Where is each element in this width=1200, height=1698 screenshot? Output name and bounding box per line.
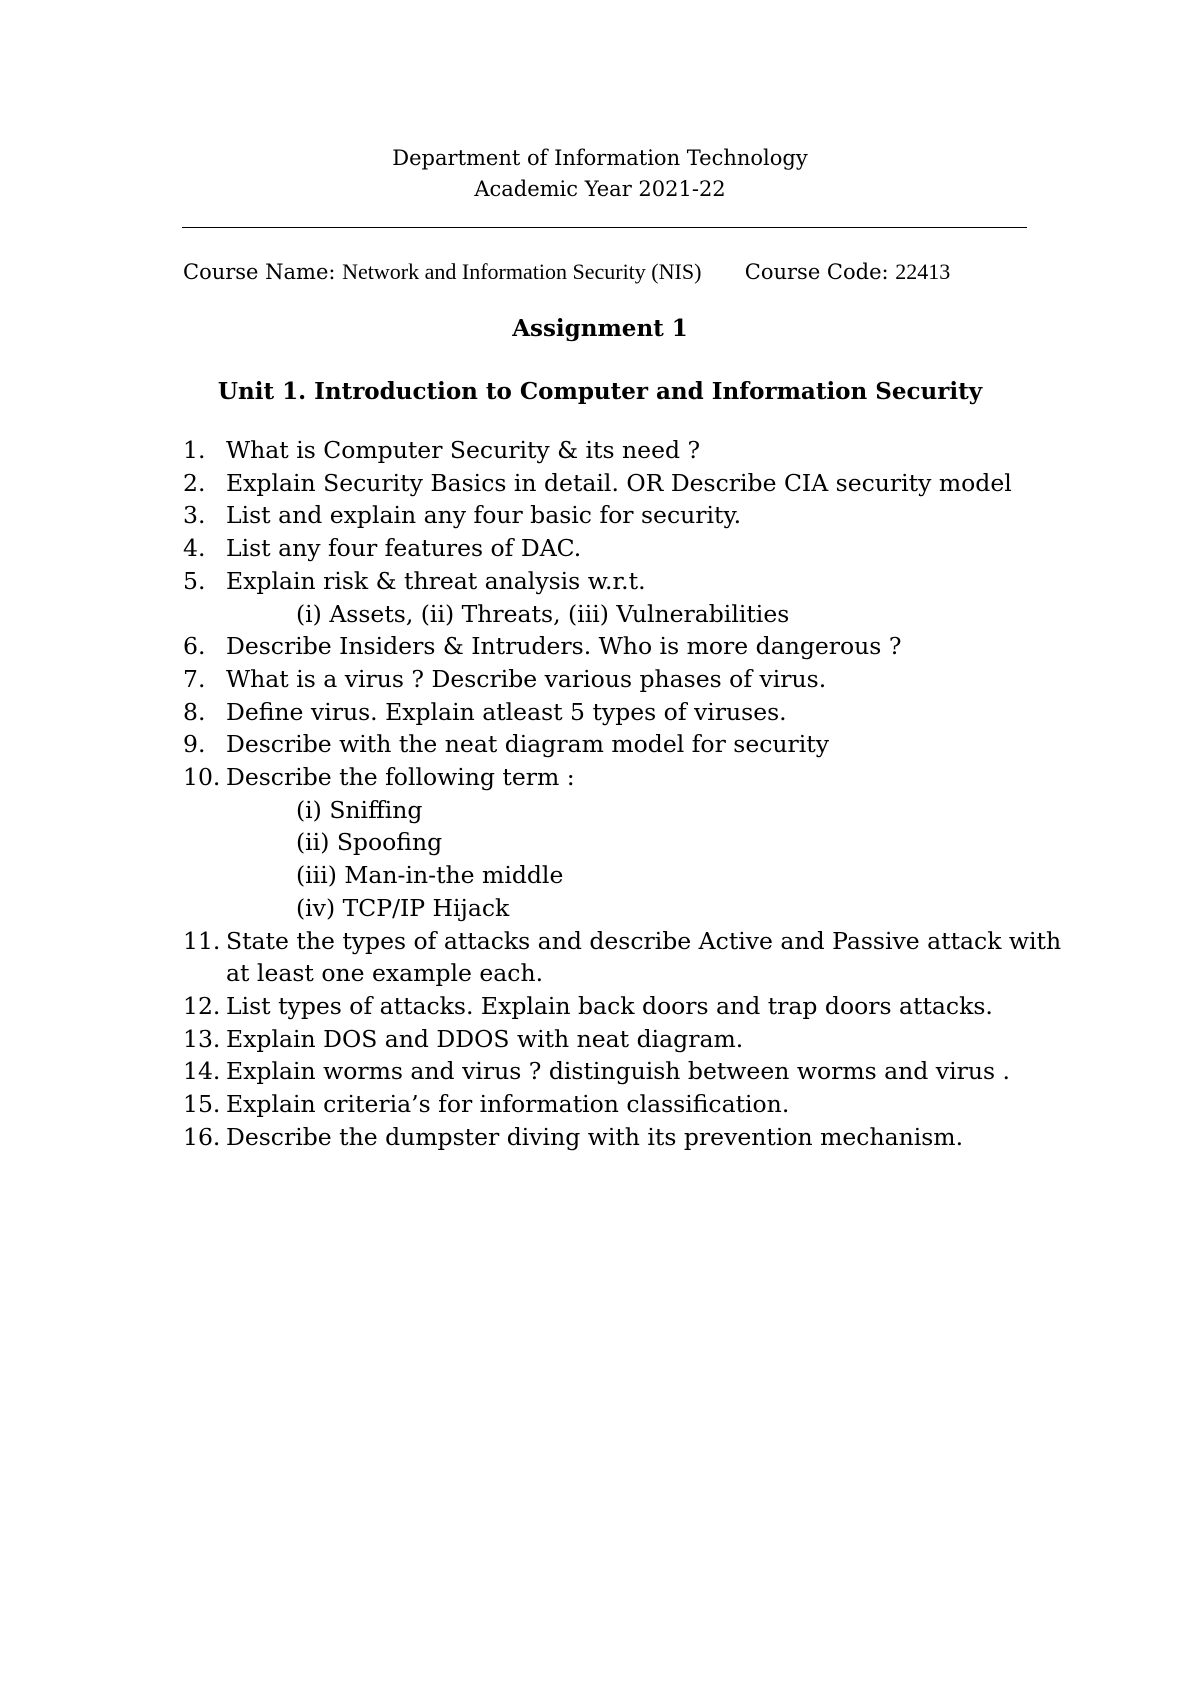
question-subitem-text: (iv) TCP/IP Hijack [296, 893, 510, 922]
list-item [183, 925, 1083, 958]
course-code-value: 22413 [895, 259, 951, 284]
question-text: Define virus. Explain atleast 5 types of viruses. [226, 697, 787, 726]
list-item-sub [183, 794, 1083, 827]
list-item [183, 696, 1083, 729]
question-text: List types of attacks. Explain back doors and trap doors attacks. [226, 991, 993, 1020]
list-item [183, 1023, 1083, 1056]
question-subitem-text: (iii) Man-in-the middle [296, 861, 564, 890]
question-text: Explain DOS and DDOS with neat diagram. [226, 1024, 744, 1053]
question-text: List any four features of DAC. [226, 534, 582, 563]
department-heading: Department of Information Technology [392, 146, 808, 170]
question-number: 2. [183, 468, 206, 497]
question-text: Describe the dumpster diving with its prevention mechanism. [226, 1122, 964, 1151]
list-item [183, 1121, 1083, 1154]
question-number: 13. [183, 1024, 221, 1053]
list-item [183, 565, 1083, 598]
list-item [183, 499, 1083, 532]
question-number [183, 892, 226, 925]
question-subitem-text: (ii) Spoofing [296, 828, 443, 857]
assignment-title: Assignment 1 [512, 315, 688, 342]
question-number: 6. [183, 632, 206, 661]
question-number: 4. [183, 534, 206, 563]
question-text: Explain Security Basics in detail. OR Describe CIA security model [226, 468, 1012, 497]
list-item [183, 761, 1083, 794]
academic-year-heading: Academic Year 2021-22 [474, 177, 726, 201]
list-item [183, 990, 1083, 1023]
question-number [183, 826, 226, 859]
question-number: 3. [183, 501, 206, 530]
list-item [183, 434, 1083, 467]
header-divider [182, 227, 1027, 228]
question-text: List and explain any four basic for security. [226, 501, 742, 530]
question-number: 5. [183, 566, 206, 595]
list-item [183, 1088, 1083, 1121]
course-name-label: Course Name: [183, 260, 336, 284]
question-text: Explain criteria’s for information classification. [226, 1090, 790, 1119]
list-item [183, 728, 1083, 761]
question-text: Describe Insiders & Intruders. Who is more dangerous ? [226, 632, 902, 661]
question-subitem-text: (i) Assets, (ii) Threats, (iii) Vulnerabilities [296, 599, 790, 628]
question-number [183, 794, 226, 827]
question-text-continuation: at least one example each. [226, 959, 544, 988]
question-text: State the types of attacks and describe Active and Passive attack with [226, 926, 1062, 955]
list-item [183, 1055, 1083, 1088]
list-item-sub [183, 826, 1083, 859]
list-item [183, 630, 1083, 663]
question-list [183, 434, 1083, 1153]
list-item [183, 663, 1083, 696]
question-text: Explain worms and virus ? distinguish between worms and virus . [226, 1057, 1010, 1086]
question-number: 7. [183, 664, 206, 693]
unit-title: Unit 1. Introduction to Computer and Information Security [217, 378, 983, 405]
list-item [183, 532, 1083, 565]
question-text: What is Computer Security & its need ? [226, 436, 701, 464]
list-item-sub [183, 859, 1083, 892]
list-item-sub [183, 598, 1083, 631]
course-name-value: Network and Information Security (NIS) [342, 259, 702, 284]
list-item [183, 467, 1083, 500]
question-number [183, 859, 226, 892]
question-number [183, 598, 226, 631]
question-number: 15. [183, 1090, 221, 1119]
course-code-label: Course Code: [744, 260, 889, 284]
question-text: Explain risk & threat analysis w.r.t. [226, 566, 646, 595]
course-info-line [183, 259, 950, 285]
question-number: 12. [183, 991, 221, 1020]
question-number [183, 957, 226, 990]
question-number: 10. [183, 763, 221, 792]
question-number: 11. [183, 926, 221, 955]
question-text: Describe with the neat diagram model for security [226, 730, 830, 759]
question-number: 14. [183, 1057, 221, 1086]
question-subitem-text: (i) Sniffing [296, 795, 423, 824]
question-text: What is a virus ? Describe various phases of virus. [226, 664, 827, 693]
question-number: 16. [183, 1122, 221, 1151]
question-number: 1. [183, 436, 206, 464]
question-number: 9. [183, 730, 206, 759]
list-item-sub [183, 892, 1083, 925]
question-number: 8. [183, 697, 206, 726]
question-text: Describe the following term : [226, 763, 575, 792]
list-item-continuation [183, 957, 1083, 990]
